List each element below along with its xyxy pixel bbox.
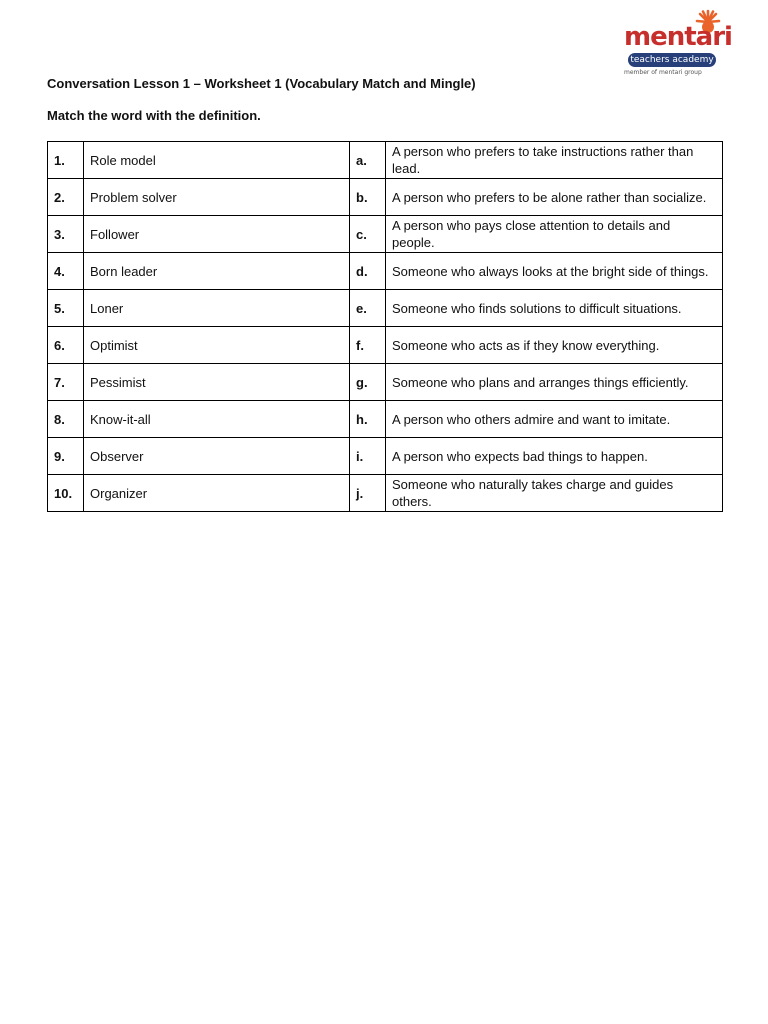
table-row: [48, 253, 723, 290]
row-number: 10.: [48, 475, 84, 512]
table-row: [48, 475, 723, 512]
definition-text: A person who others admire and want to imitate.: [386, 401, 723, 438]
worksheet-title: Conversation Lesson 1 – Worksheet 1 (Vocabulary Match and Mingle): [47, 76, 476, 91]
vocab-word: Know-it-all: [84, 401, 350, 438]
row-number: 2.: [48, 179, 84, 216]
table-row: [48, 142, 723, 179]
table-row: [48, 290, 723, 327]
vocab-word: Problem solver: [84, 179, 350, 216]
vocab-word: Role model: [84, 142, 350, 179]
definition-letter: h.: [350, 401, 386, 438]
definition-letter: e.: [350, 290, 386, 327]
logo-subline: member of mentari group: [624, 69, 702, 76]
logo-brand-text: mentari: [624, 22, 732, 52]
vocab-word: Observer: [84, 438, 350, 475]
vocab-word: Pessimist: [84, 364, 350, 401]
instruction-text: Match the word with the definition.: [47, 108, 261, 123]
definition-letter: f.: [350, 327, 386, 364]
vocab-word: Loner: [84, 290, 350, 327]
table-row: [48, 401, 723, 438]
row-number: 5.: [48, 290, 84, 327]
logo-tagline: teachers academy: [628, 53, 716, 67]
definition-text: Someone who always looks at the bright side of things.: [386, 253, 723, 290]
row-number: 6.: [48, 327, 84, 364]
definition-letter: c.: [350, 216, 386, 253]
definition-text: A person who expects bad things to happen.: [386, 438, 723, 475]
vocabulary-match-table: [47, 141, 723, 512]
definition-letter: d.: [350, 253, 386, 290]
vocab-word: Born leader: [84, 253, 350, 290]
row-number: 7.: [48, 364, 84, 401]
definition-letter: g.: [350, 364, 386, 401]
vocab-word: Organizer: [84, 475, 350, 512]
row-number: 8.: [48, 401, 84, 438]
table-row: [48, 327, 723, 364]
row-number: 1.: [48, 142, 84, 179]
table-row: [48, 438, 723, 475]
table-row: [48, 179, 723, 216]
definition-text: Someone who acts as if they know everything.: [386, 327, 723, 364]
table-row: [48, 216, 723, 253]
definition-text: Someone who naturally takes charge and guides others.: [386, 475, 723, 512]
row-number: 3.: [48, 216, 84, 253]
definition-letter: b.: [350, 179, 386, 216]
definition-letter: a.: [350, 142, 386, 179]
definition-text: A person who prefers to take instructions rather than lead.: [386, 142, 723, 179]
definition-text: A person who prefers to be alone rather than socialize.: [386, 179, 723, 216]
definition-text: Someone who finds solutions to difficult situations.: [386, 290, 723, 327]
mentari-logo: [618, 8, 730, 78]
table-row: [48, 364, 723, 401]
vocab-word: Optimist: [84, 327, 350, 364]
row-number: 9.: [48, 438, 84, 475]
definition-letter: j.: [350, 475, 386, 512]
definition-text: A person who pays close attention to details and people.: [386, 216, 723, 253]
vocab-word: Follower: [84, 216, 350, 253]
row-number: 4.: [48, 253, 84, 290]
definition-letter: i.: [350, 438, 386, 475]
definition-text: Someone who plans and arranges things efficiently.: [386, 364, 723, 401]
